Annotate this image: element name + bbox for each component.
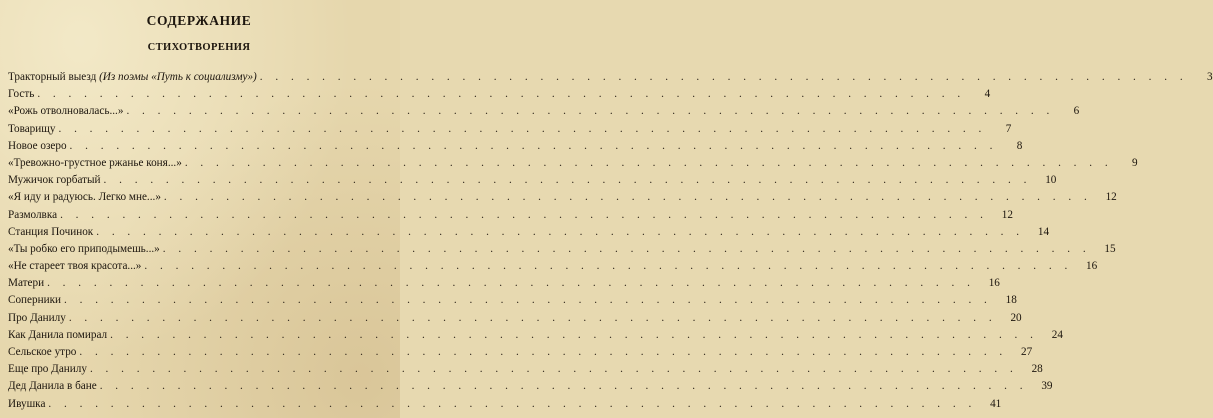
toc-entry[interactable] — [8, 207, 1013, 224]
entry-page-number: 27 — [1021, 346, 1033, 358]
dot-leader — [48, 396, 976, 413]
entry-title: Матери — [8, 277, 45, 290]
entry-page-number: 12 — [1001, 208, 1013, 221]
entry-title: Мужичок горбатый — [8, 174, 101, 187]
entry-title: Станция Починок — [8, 225, 94, 238]
toc-entry[interactable] — [8, 224, 1050, 241]
contents-heading: СОДЕРЖАНИЕ — [146, 13, 252, 28]
entry-page-number: 9 — [1132, 156, 1138, 169]
toc-entry[interactable] — [8, 378, 1053, 395]
dot-leader — [70, 138, 998, 155]
dot-leader — [163, 241, 1091, 258]
entry-title: «Рожь отволновалась...» — [8, 105, 124, 118]
toc-entry[interactable] — [8, 69, 1213, 86]
entry-title: Про Данилу — [8, 311, 66, 324]
toc-entry[interactable] — [8, 189, 1117, 206]
entry-page-number: 20 — [1010, 311, 1022, 324]
dot-leader — [64, 292, 992, 309]
entry-page-number: 39 — [1041, 380, 1053, 393]
entry-title: Соперники — [8, 294, 61, 307]
entry-title: Дед Данила в бане — [8, 380, 97, 393]
entry-title: Как Данила помирал — [8, 328, 108, 341]
entry-page-number: 16 — [988, 277, 1000, 290]
entry-title: «Ты робко его приподымешь...» — [8, 242, 160, 255]
entry-page-number: 8 — [1016, 139, 1023, 152]
entry-page-number: 14 — [1037, 225, 1050, 238]
entry-page-number: 24 — [1051, 328, 1063, 341]
dot-leader — [144, 258, 1072, 275]
entry-title: Еще про Данилу — [8, 363, 87, 376]
entry-page-number: 10 — [1045, 174, 1057, 187]
entry-title: Ивушка — [8, 397, 46, 410]
dot-leader — [79, 344, 1007, 361]
entry-title: «Не стареет твоя красота...» — [8, 260, 142, 273]
entry-page-number: 18 — [1005, 294, 1017, 307]
entry-title: Новое озеро — [8, 139, 67, 152]
dot-leader — [126, 103, 1054, 120]
toc-entry[interactable] — [8, 103, 1080, 120]
dot-leader — [58, 121, 986, 138]
entry-page-number: 3 — [1207, 71, 1213, 83]
table-of-contents — [8, 69, 1213, 413]
dot-leader — [69, 310, 997, 327]
section-heading: СТИХОТВОРЕНИЯ — [147, 42, 251, 53]
entry-page-number: 12 — [1105, 191, 1117, 204]
entry-page-number: 16 — [1086, 260, 1098, 273]
entry-page-number: 28 — [1031, 363, 1043, 376]
entry-title: Гость — [8, 88, 35, 101]
toc-entry[interactable] — [8, 155, 1138, 172]
entry-note: (Из поэмы «Путь к социализму») — [99, 71, 257, 83]
toc-entry[interactable] — [8, 258, 1098, 275]
entry-title: «Тревожно-грустное ржанье коня...» — [8, 156, 182, 169]
entry-page-number: 7 — [1005, 122, 1012, 135]
toc-entry[interactable] — [8, 138, 1023, 155]
dot-leader — [37, 86, 965, 103]
toc-entry[interactable] — [8, 121, 1012, 138]
toc-entry[interactable] — [8, 241, 1116, 258]
toc-entry[interactable] — [8, 310, 1022, 327]
entry-title: Товарищу — [8, 122, 56, 135]
toc-entry[interactable] — [8, 344, 1033, 361]
dot-leader — [164, 189, 1092, 206]
dot-leader — [110, 327, 1038, 344]
dot-leader — [185, 155, 1113, 172]
dot-leader — [96, 224, 1024, 241]
entry-page-number: 4 — [984, 88, 991, 101]
entry-page-number: 41 — [990, 397, 1002, 410]
entry-page-number: 15 — [1104, 242, 1116, 255]
dot-leader — [100, 378, 1028, 395]
toc-entry[interactable] — [8, 275, 1000, 292]
toc-entry[interactable] — [8, 86, 991, 103]
dot-leader — [60, 207, 988, 224]
dot-leader — [260, 69, 1188, 86]
toc-entry[interactable] — [8, 327, 1063, 344]
toc-entry[interactable] — [8, 396, 1002, 413]
toc-entry[interactable] — [8, 292, 1017, 309]
entry-page-number: 6 — [1073, 105, 1080, 118]
dot-leader — [104, 172, 1032, 189]
toc-entry[interactable] — [8, 172, 1057, 189]
entry-title: Размолвка — [8, 208, 58, 221]
entry-title: Сельское утро — [8, 346, 77, 358]
entry-title: «Я иду и радуюсь. Легко мне...» — [8, 191, 161, 204]
toc-entry[interactable] — [8, 361, 1043, 378]
dot-leader — [47, 275, 975, 292]
entry-title: Тракторный выезд (Из поэмы «Путь к социализму») — [8, 71, 257, 83]
dot-leader — [90, 361, 1018, 378]
